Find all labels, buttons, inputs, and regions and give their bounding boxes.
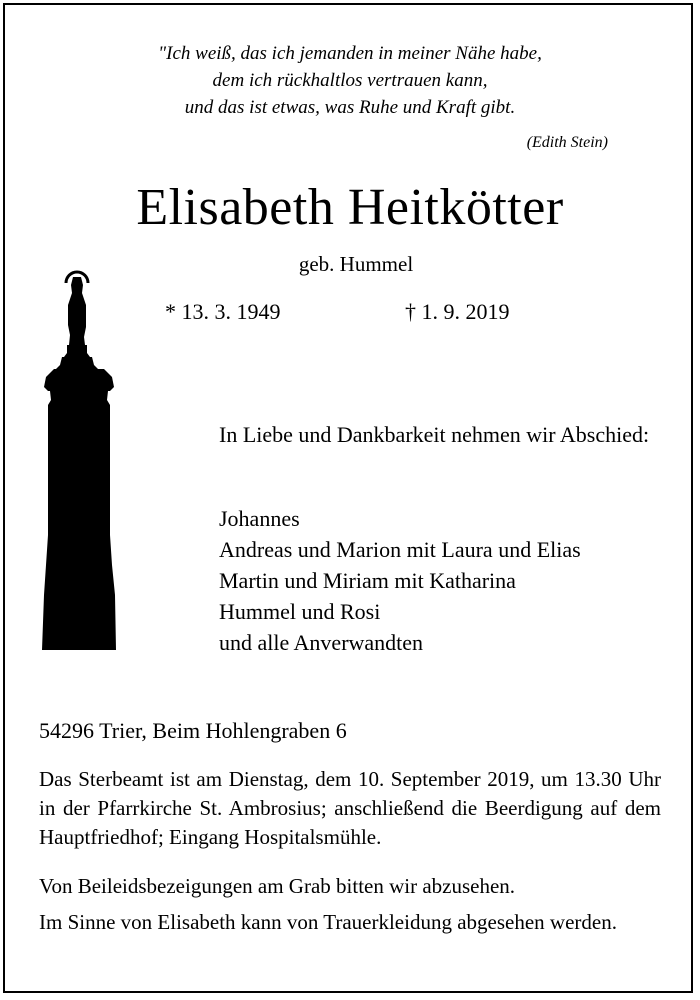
mourner: Martin und Miriam mit Katharina bbox=[219, 568, 516, 593]
quote bbox=[0, 40, 700, 121]
mourner: und alle Anverwandten bbox=[219, 630, 424, 655]
quote-line: "Ich weiß, das ich jemanden in meiner Nähe habe, bbox=[158, 43, 542, 64]
quote-author: (Edith Stein) bbox=[526, 134, 608, 151]
deceased-name: Elisabeth Heitkötter bbox=[136, 179, 564, 236]
quote-line: dem ich rückhaltlos vertrauen kann, bbox=[212, 70, 488, 91]
address: 54296 Trier, Beim Hohlengraben 6 bbox=[39, 718, 347, 743]
dress-notice: Im Sinne von Elisabeth kann von Trauerkleidung abgesehen werden. bbox=[39, 910, 617, 934]
mourners-list bbox=[219, 503, 581, 658]
quote-line: und das ist etwas, was Ruhe und Kraft gibt. bbox=[184, 97, 516, 118]
madonna-column-silhouette-icon bbox=[40, 265, 130, 650]
birth-date: * 13. 3. 1949 bbox=[165, 299, 281, 324]
funeral-notice: Das Sterbeamt ist am Dienstag, dem 10. September 2019, um 13.30 Uhr in der Pfarrkirche St. Ambrosius; anschließend die Beerdigung auf dem Hauptfriedhof; Eingang Hospitalsmühle. bbox=[39, 767, 661, 849]
farewell-text: In Liebe und Dankbarkeit nehmen wir Abschied: bbox=[219, 422, 650, 447]
condolence-notice: Von Beileidsbezeigungen am Grab bitten wir abzusehen. bbox=[39, 874, 516, 898]
death-date: † 1. 9. 2019 bbox=[405, 299, 510, 324]
maiden-name: geb. Hummel bbox=[298, 252, 414, 276]
mourner: Johannes bbox=[219, 506, 300, 531]
mourner: Andreas und Marion mit Laura und Elias bbox=[219, 537, 581, 562]
mourner: Hummel und Rosi bbox=[219, 599, 381, 624]
